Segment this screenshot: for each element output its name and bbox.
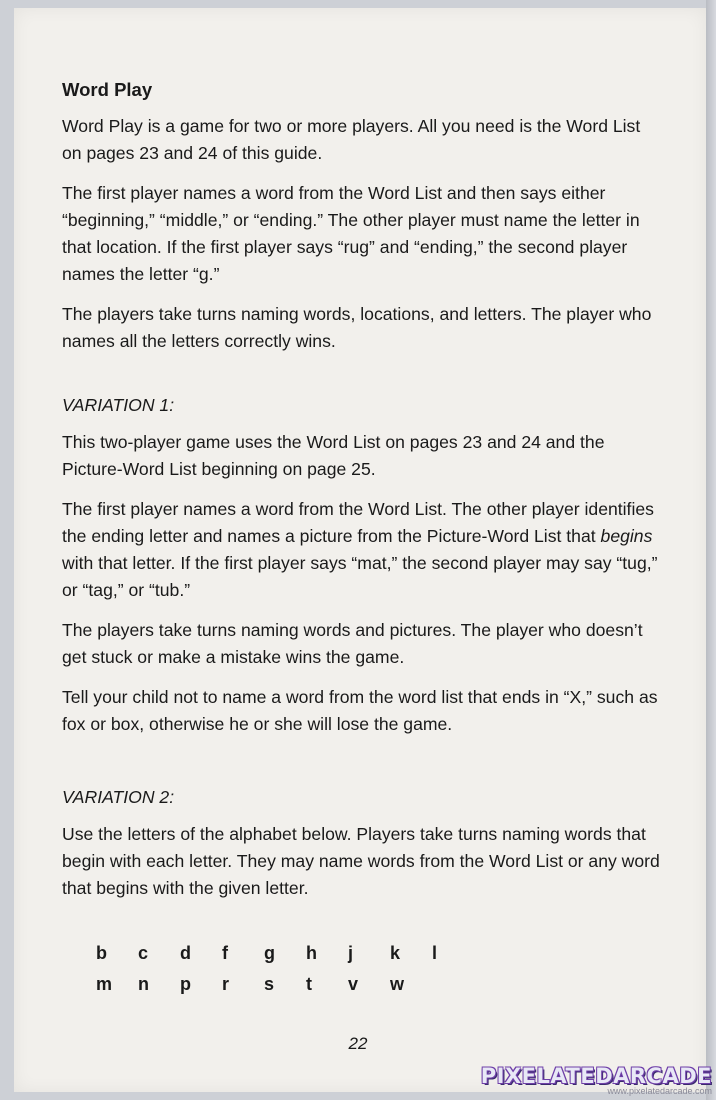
letter: b <box>96 943 107 963</box>
variation-1-title: VARIATION 1: <box>62 395 175 415</box>
alphabet-letters <box>96 940 662 1002</box>
letter: f <box>222 943 228 963</box>
page-edge <box>706 0 716 1100</box>
letter: w <box>390 974 405 994</box>
variation-1-text-a: The first player names a word from the Word List. The other player identifies the ending letter and names a picture from the Picture-Word List that <box>62 499 654 546</box>
letter: h <box>306 943 317 963</box>
letter: p <box>180 974 191 994</box>
variation-1-text-b: with that letter. If the first player says “mat,” the second player may say “tug,” or “tag,” or “tub.” <box>62 553 658 600</box>
letter-row-1 <box>96 940 662 971</box>
intro-paragraph: Word Play is a game for two or more players. All you need is the Word List on pages 23 and 24 of this guide. <box>62 116 641 163</box>
emphasis-begins: begins <box>600 526 653 546</box>
letter: l <box>432 943 438 963</box>
letter: d <box>180 943 191 963</box>
letter: k <box>390 943 401 963</box>
watermark <box>481 1064 712 1096</box>
letter: t <box>306 974 312 994</box>
watermark-logo: PIXELATEDARCADE <box>480 1064 712 1088</box>
letter: c <box>138 943 149 963</box>
letter: n <box>138 974 149 994</box>
watermark-url: www.pixelatedarcade.com <box>607 1086 712 1096</box>
letter: g <box>264 943 275 963</box>
letter: s <box>264 974 275 994</box>
variation-1-paragraph-2 <box>62 496 662 604</box>
letter: m <box>96 974 113 994</box>
letter-row-2 <box>96 971 662 1002</box>
page-content <box>62 76 662 1002</box>
letter: r <box>222 974 230 994</box>
variation-1-paragraph-1: This two-player game uses the Word List on pages 23 and 24 and the Picture-Word List beginning on page 25. <box>62 432 605 479</box>
variation-2-title: VARIATION 2: <box>62 787 175 807</box>
variation-1-paragraph-4: Tell your child not to name a word from the word list that ends in “X,” such as fox or box, otherwise he or she will lose the game. <box>62 687 658 734</box>
section-heading: Word Play <box>62 79 153 100</box>
page-number: 22 <box>348 1034 368 1053</box>
rule-paragraph-1: The first player names a word from the Word List and then says either “beginning,” “middle,” or “ending.” The other player must name the letter in that location. If the first player says “rug” and “ending,” the second player names the letter “g.” <box>62 183 640 284</box>
variation-1-paragraph-3: The players take turns naming words and pictures. The player who doesn’t get stuck or make a mistake wins the game. <box>62 620 643 667</box>
rule-paragraph-2: The players take turns naming words, locations, and letters. The player who names all the letters correctly wins. <box>62 304 652 351</box>
variation-2-paragraph: Use the letters of the alphabet below. Players take turns naming words that begin with each letter. They may name words from the Word List or any word that begins with the given letter. <box>62 824 660 898</box>
letter: j <box>348 943 354 963</box>
letter: v <box>348 974 359 994</box>
